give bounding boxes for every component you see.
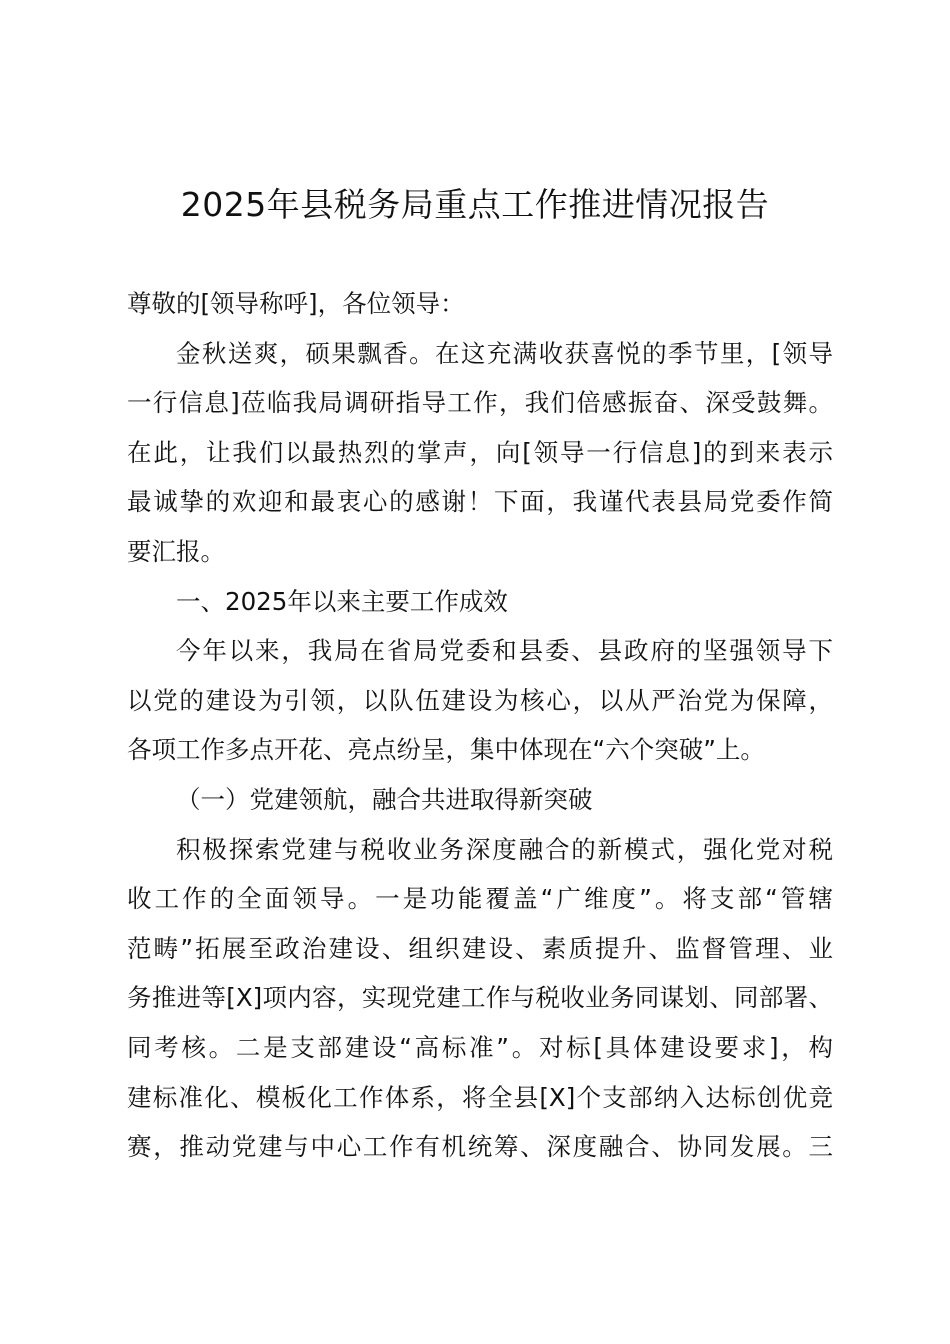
paragraph-line: 务推进等[X]项内容，实现党建工作与税收业务同谋划、同部署、 (127, 983, 833, 1013)
paragraph-line: 在此，让我们以最热烈的掌声，向[领导一行信息]的到来表示 (127, 437, 833, 467)
paragraph-line: 要汇报。 (127, 536, 225, 566)
paragraph-line: 一行信息]莅临我局调研指导工作，我们倍感振奋、深受鼓舞。 (127, 388, 833, 418)
subsection-heading: （一）党建领航，融合共进取得新突破 (176, 784, 593, 814)
paragraph-line: 建标准化、模板化工作体系，将全县[X]个支部纳入达标创优竞 (127, 1082, 833, 1112)
document-body (127, 279, 837, 1172)
paragraph-line: 同考核。二是支部建设“高标准”。对标[具体建设要求]，构 (127, 1032, 833, 1062)
paragraph-line: 赛，推动党建与中心工作有机统筹、深度融合、协同发展。三 (127, 1132, 833, 1162)
paragraph-line: 各项工作多点开花、亮点纷呈，集中体现在“六个突破”上。 (127, 735, 765, 765)
paragraph-line: 积极探索党建与税收业务深度融合的新模式，强化党对税 (176, 834, 833, 864)
salutation-line: 尊敬的[领导称呼]，各位领导： (127, 289, 465, 318)
paragraph-line: 以党的建设为引领，以队伍建设为核心，以从严治党为保障， (127, 685, 833, 715)
paragraph-line: 金秋送爽，硕果飘香。在这充满收获喜悦的季节里，[领导 (176, 338, 833, 368)
section-heading: 一、2025年以来主要工作成效 (176, 586, 508, 616)
paragraph-line: 今年以来，我局在省局党委和县委、县政府的坚强领导下 (176, 636, 833, 666)
paragraph-line: 最诚挚的欢迎和最衷心的感谢！下面，我谨代表县局党委作简 (127, 487, 833, 517)
paragraph-line: 范畴”拓展至政治建设、组织建设、素质提升、监督管理、业 (127, 933, 833, 963)
paragraph-line: 收工作的全面领导。一是功能覆盖“广维度”。将支部“管辖 (127, 884, 833, 914)
document-title: 2025年县税务局重点工作推进情况报告 (180, 185, 770, 224)
